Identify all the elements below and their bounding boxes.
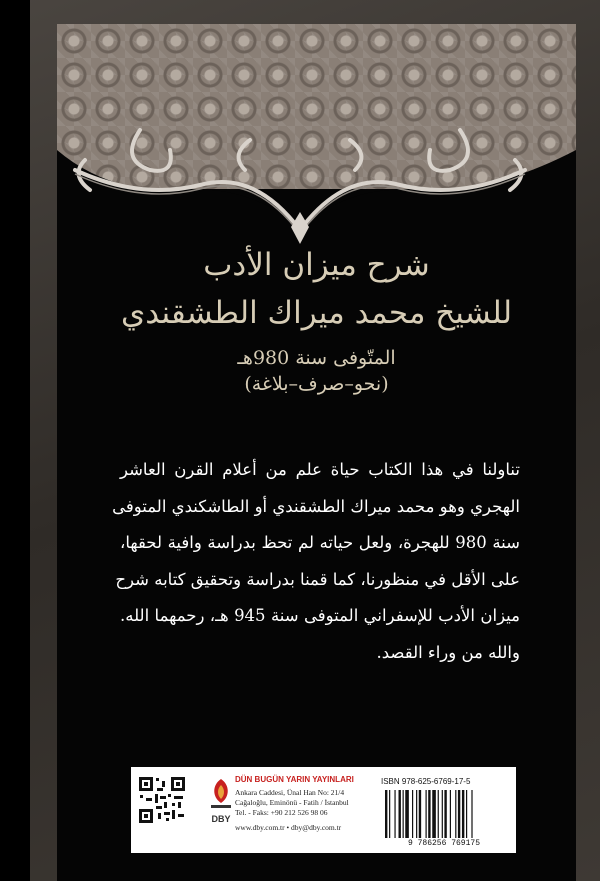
author-death-year: المتّوفى سنة 980هـ xyxy=(237,347,396,369)
book-title-line-2: للشيخ محمد ميراك الطشقندي xyxy=(120,295,513,331)
blurb-line: سنة 980 للهجرة، ولعل حياته لم تحظ بدراسة وافية لحقها، xyxy=(120,533,520,552)
publisher-name: DÜN BUGÜN YARIN YAYINLARI xyxy=(235,775,354,784)
publisher-phone: Tel. - Faks: +90 212 526 98 06 xyxy=(235,808,328,817)
blurb-text xyxy=(112,452,520,671)
barcode-digits: 9 786256 769175 xyxy=(407,839,480,848)
blurb-line: تناولنا في هذا الكتاب حياة علم من أعلام القرن العاشر xyxy=(120,460,520,479)
publisher-logo-icon xyxy=(209,775,233,830)
publisher-imprint-box xyxy=(131,767,516,853)
blurb-line: والله من وراء القصد. xyxy=(376,642,520,662)
blurb-line: على الأقل في منظورنا، كما قمنا بدراسة وتحقيق كتابه شرح xyxy=(115,569,520,589)
publisher-logo-text: DBY xyxy=(211,814,231,824)
qr-code-icon xyxy=(138,776,186,824)
isbn-label: ISBN 978-625-6769-17-5 xyxy=(381,777,471,786)
barcode-icon xyxy=(383,790,503,840)
publisher-web: www.dby.com.tr • dby@dby.com.tr xyxy=(235,823,342,832)
publisher-address-2: Cağaloğlu, Eminönü - Fatih / İstanbul xyxy=(235,798,349,807)
blurb-line: الهجري وهو محمد ميراك الطشقندي أو الطاشكندي المتوفى xyxy=(112,496,520,516)
book-title-line-1: شرح ميزان الأدب xyxy=(203,247,430,283)
book-subjects: (نحو–صرف–بلاغة) xyxy=(244,373,389,395)
blurb-line: ميزان الأدب للإسفراني المتوفى سنة 945 هـ، رحمهما الله. xyxy=(120,606,520,625)
ornamental-frame xyxy=(0,0,600,260)
publisher-address-1: Ankara Caddesi, Ünal Han No: 21/4 xyxy=(235,788,345,797)
